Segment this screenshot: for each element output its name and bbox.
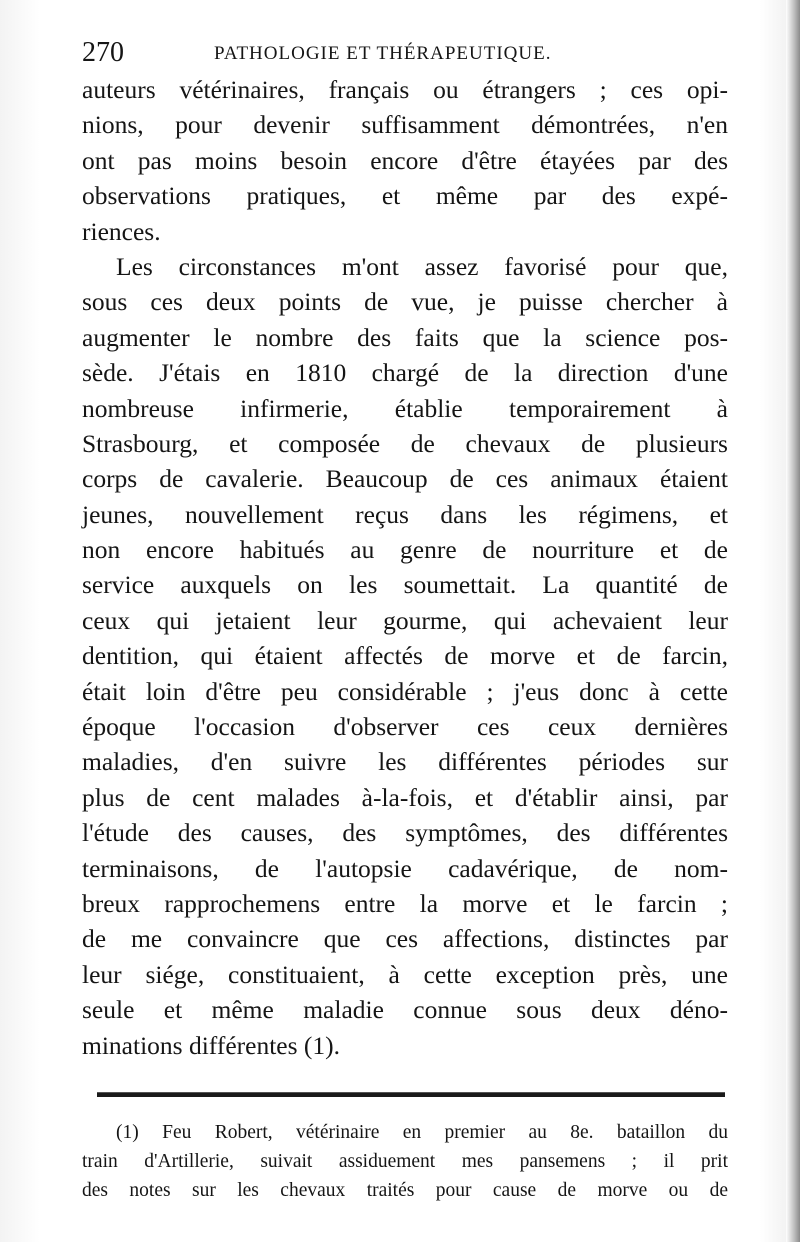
text-line: l'étude des causes, des symptômes, des différentes — [82, 818, 728, 848]
text-line: auteurs vétérinaires, français ou étrangers ; ces opi- — [82, 75, 728, 104]
text-line: seule et même maladie connue sous deux déno- — [82, 995, 728, 1025]
text-line: terminaisons, de l'autopsie cadavérique, de nom- — [82, 853, 728, 883]
text-line: Strasbourg, et composée de chevaux de plusieurs — [82, 428, 728, 458]
text-line: époque l'occasion d'observer ces ceux dernières — [82, 712, 728, 742]
running-title: PATHOLOGIE ET THÉRAPEUTIQUE. — [214, 43, 552, 64]
text-line: minations différentes (1). — [82, 1030, 341, 1060]
running-header — [82, 38, 742, 68]
footnote — [82, 1118, 728, 1205]
paragraph-start-line: Les circonstances m'ont assez favorisé pour que, — [116, 251, 728, 281]
text-line: observations pratiques, et même par des expé- — [82, 181, 728, 211]
text-line: était loin d'être peu considérable ; j'eus donc à cette — [82, 676, 728, 706]
text-line: non encore habitués au genre de nourriture et de — [82, 535, 728, 565]
text-line: plus de cent malades à-la-fois, et d'établir ainsi, par — [82, 782, 728, 812]
main-text — [82, 72, 728, 1063]
text-line: leur siége, constituaient, à cette exception près, une — [82, 959, 728, 989]
page-spine-shadow — [786, 0, 800, 1242]
footnote-separator-rule — [97, 1092, 725, 1097]
text-line: corps de cavalerie. Beaucoup de ces animaux étaient — [82, 464, 728, 494]
footnote-line: (1) Feu Robert, vétérinaire en premier au 8e. bataillon du — [116, 1122, 728, 1143]
page-number: 270 — [82, 37, 124, 68]
text-line: augmenter le nombre des faits que la science pos- — [82, 322, 728, 352]
text-line: maladies, d'en suivre les différentes périodes sur — [82, 747, 728, 777]
text-line: dentition, qui étaient affectés de morve et de farcin, — [82, 641, 728, 671]
text-line: service auxquels on les soumettait. La quantité de — [82, 570, 728, 600]
text-line: sède. J'étais en 1810 chargé de la direction d'une — [82, 358, 728, 388]
footnote-line: train d'Artillerie, suivait assiduement mes pansemens ; il prit — [82, 1151, 728, 1172]
text-line: nombreuse infirmerie, établie temporairement à — [82, 393, 728, 423]
footnote-line: des notes sur les chevaux traités pour cause de morve ou de — [82, 1180, 728, 1201]
text-line: sous ces deux points de vue, je puisse chercher à — [82, 287, 728, 317]
text-line: jeunes, nouvellement reçus dans les régimens, et — [82, 499, 728, 529]
text-line: riences. — [82, 216, 161, 246]
text-line: breux rapprochemens entre la morve et le farcin ; — [82, 888, 728, 918]
text-line: nions, pour devenir suffisamment démontrées, n'en — [82, 110, 728, 140]
text-line: de me convaincre que ces affections, distinctes par — [82, 924, 728, 954]
text-line: ceux qui jetaient leur gourme, qui achevaient leur — [82, 605, 728, 635]
text-line: ont pas moins besoin encore d'être étayées par des — [82, 145, 728, 175]
